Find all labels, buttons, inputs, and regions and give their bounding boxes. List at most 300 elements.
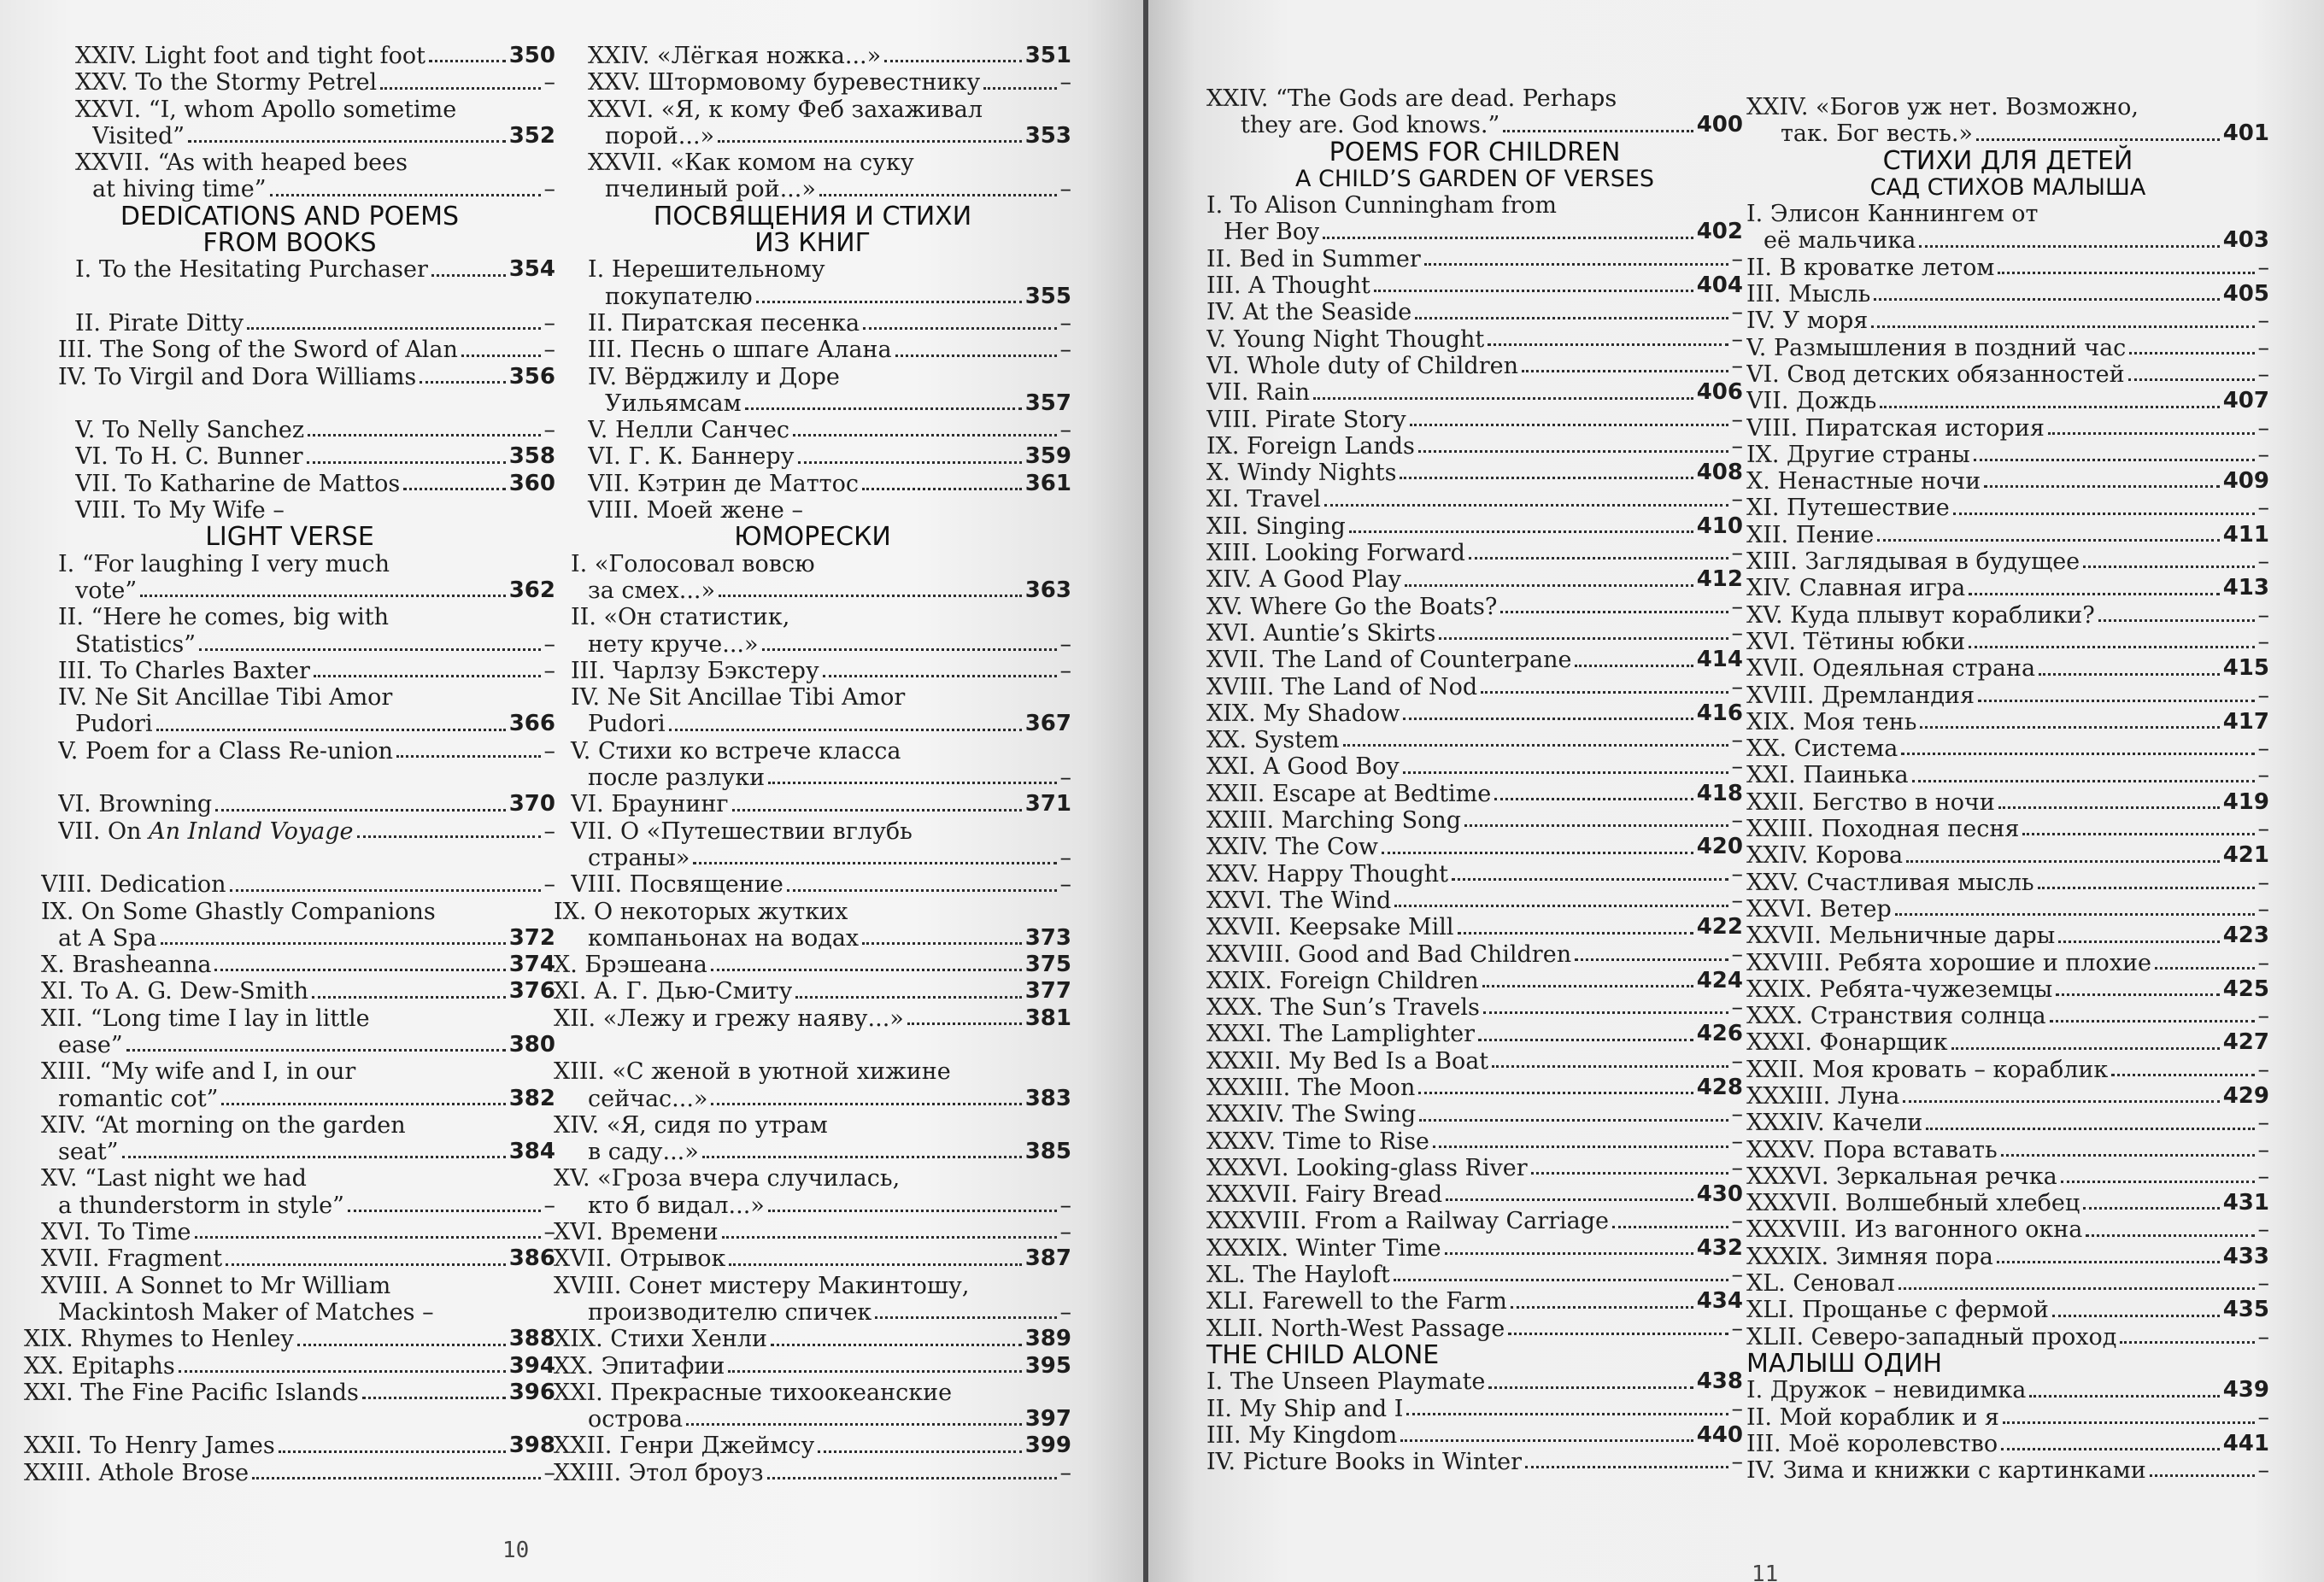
entry-title: XXV. To the Stormy Petrel (75, 69, 378, 97)
dot-leader (1874, 297, 2219, 301)
page-number: 387 (1024, 1245, 1071, 1272)
entry-title: XIX. Моя тень (1746, 708, 1917, 735)
entry-title: XXXIX. Зимняя пора (1746, 1243, 1993, 1270)
dot-leader (270, 193, 541, 196)
page-number: – (543, 817, 555, 845)
entry-title: порой...» (605, 122, 715, 149)
toc-entry (24, 364, 555, 390)
toc-entry (554, 310, 1071, 337)
page-number: 370 (508, 791, 555, 817)
toc-entry (1206, 1155, 1743, 1181)
entry-title: seat” (58, 1139, 119, 1166)
toc-entry (554, 978, 1071, 1005)
entry-title: XVI. Времени (554, 1219, 719, 1246)
dot-leader (884, 59, 1022, 62)
toc-entry (1206, 1449, 1743, 1475)
entry-title: XXI. A Good Boy (1206, 753, 1400, 781)
toc-entry (554, 337, 1071, 363)
entry-title: XX. Эпитафии (554, 1352, 725, 1380)
toc-entry (1206, 727, 1743, 753)
toc-entry (1206, 1128, 1743, 1155)
entry-title: XXVIII. Good and Bad Children (1206, 940, 1572, 968)
entry-title: XL. The Hayloft (1206, 1262, 1390, 1289)
entry-title: покупателю (605, 283, 753, 310)
entry-title: XXVII. Мельничные дары (1746, 923, 2056, 950)
dot-leader (2038, 886, 2255, 889)
page-number: 380 (508, 1031, 555, 1058)
toc-entry (1746, 1377, 2269, 1403)
entry-title: VI. Г. К. Баннеру (588, 443, 795, 471)
dot-leader (1525, 1465, 1728, 1468)
dot-leader (1871, 325, 2254, 328)
entry-title: VI. Свод детских обязанностей (1746, 360, 2125, 388)
page-number: 389 (1024, 1326, 1071, 1352)
page-number: – (2257, 869, 2269, 896)
dot-leader (787, 888, 1057, 892)
dot-leader (718, 139, 1022, 143)
page-number: 413 (2222, 575, 2269, 601)
entry-title: XVIII. The Land of Nod (1206, 673, 1478, 700)
entry-title: XXIV. «Лёгкая ножка...» (588, 43, 882, 69)
entry-title: XLII. Северо-западный проход (1746, 1323, 2117, 1351)
toc-entry (1206, 433, 1743, 460)
entry-title: vote” (75, 577, 138, 604)
toc-entry-line: I. To Alison Cunningham from (1206, 192, 1557, 220)
toc-entry (1206, 1048, 1743, 1075)
dot-leader (314, 674, 541, 677)
entry-title: XXV. Happy Thought (1206, 860, 1448, 888)
page-number: 383 (1024, 1085, 1071, 1111)
page-number: 362 (508, 577, 555, 603)
section-heading: FROM BOOKS (202, 228, 377, 259)
toc-entry-line: VII. О «Путешествии вглубь (571, 817, 913, 845)
page-number: 360 (508, 470, 555, 496)
page-number: – (1059, 844, 1071, 871)
page-number: 356 (508, 363, 555, 390)
toc-entry (24, 791, 555, 817)
dot-leader (2083, 565, 2254, 568)
page-number: 423 (2222, 923, 2269, 949)
toc-entry (24, 1192, 555, 1219)
dot-leader (1343, 743, 1728, 747)
toc-entry-line: XXVI. “I, whom Apollo sometime (75, 96, 457, 123)
dot-leader (1877, 538, 2220, 542)
toc-entry (1206, 674, 1743, 700)
entry-title: XXXVII. Fairy Bread (1206, 1181, 1443, 1209)
toc-entry (24, 1326, 555, 1352)
toc-entry (1746, 1270, 2269, 1297)
dot-leader (1403, 770, 1728, 774)
toc-entry (1206, 834, 1743, 860)
entry-title: Pudori (588, 711, 666, 738)
page-number: 377 (1024, 978, 1071, 1005)
toc-entry (24, 310, 555, 337)
toc-entry (24, 69, 555, 96)
toc-entry-line: IV. Ne Sit Ancillae Tibi Amor (571, 684, 906, 712)
dot-leader (1912, 779, 2255, 782)
toc-entry (24, 256, 555, 283)
dot-leader (215, 808, 506, 812)
entry-title: XXII. Генри Джеймсу (554, 1433, 815, 1460)
page-number: 371 (1024, 791, 1071, 817)
page-number: – (1059, 871, 1071, 899)
dot-leader (1483, 1011, 1728, 1014)
dot-leader (862, 941, 1022, 945)
toc-entry (24, 1353, 555, 1380)
toc-entry (24, 1380, 555, 1406)
toc-entry (1746, 709, 2269, 735)
entry-title: VII. On An Inland Voyage (58, 817, 354, 845)
entry-title: VII. Кэтрин де Маттос (588, 470, 859, 497)
entry-title: XVII. Fragment (41, 1245, 223, 1273)
dot-leader (818, 1450, 1021, 1453)
toc-entry-line: VIII. Моей жене – (588, 497, 803, 524)
dot-leader (308, 433, 540, 437)
dot-leader (1445, 1251, 1693, 1255)
toc-entry-line: I. Элисон Каннингем от (1746, 201, 2039, 228)
page-number: – (1059, 1298, 1071, 1326)
toc-entry (554, 1192, 1071, 1219)
page-number: 395 (1024, 1352, 1071, 1379)
dot-leader (1481, 690, 1728, 694)
toc-entry (1206, 888, 1743, 914)
page-number: – (543, 657, 555, 684)
dot-leader (1324, 503, 1728, 507)
page-number: 425 (2222, 976, 2269, 1002)
dot-leader (875, 1315, 1056, 1319)
page-number: 410 (1696, 513, 1743, 539)
page-number: – (1059, 309, 1071, 337)
entry-title: XIV. Славная игра (1746, 575, 1966, 602)
entry-title: I. The Unseen Playmate (1206, 1368, 1486, 1396)
toc-entry (554, 1245, 1071, 1272)
entry-title: a thunderstorm in style” (58, 1192, 344, 1219)
page-number: 382 (508, 1085, 555, 1111)
page-number: 429 (2222, 1082, 2269, 1109)
entry-title: at A Spa (58, 924, 157, 952)
entry-title: XXIX. Ребята-чужеземцы (1746, 976, 2053, 1003)
toc-entry (24, 577, 555, 604)
toc-entry (1746, 1029, 2269, 1056)
page-number: – (2257, 254, 2269, 281)
dot-leader (711, 1102, 1021, 1105)
entry-title: II. Pirate Ditty (75, 309, 244, 337)
toc-entry (1746, 655, 2269, 682)
toc-entry-line: V. Стихи ко встрече класса (571, 737, 901, 765)
page-number: 418 (1696, 780, 1743, 806)
entry-title: производителю спичек (588, 1298, 872, 1326)
page-number: – (2257, 1323, 2269, 1351)
toc-entry (1206, 379, 1743, 406)
page-number: – (1059, 176, 1071, 203)
page-number: – (1731, 753, 1743, 781)
dot-leader (226, 1263, 506, 1266)
dot-leader (2056, 993, 2220, 996)
dot-leader (140, 594, 506, 597)
toc-entry (554, 925, 1071, 952)
toc-entry (554, 123, 1071, 149)
page-number: – (1059, 69, 1071, 97)
dot-leader (1394, 904, 1728, 907)
page-number: 354 (508, 256, 555, 283)
entry-title: XIX. Rhymes to Henley (24, 1326, 294, 1353)
page-number: – (1059, 1219, 1071, 1246)
dot-leader (2050, 1019, 2255, 1022)
dot-leader (2155, 966, 2254, 970)
dot-leader (907, 1022, 1022, 1025)
dot-leader (199, 647, 540, 651)
entry-title: II. В кроватке летом (1746, 254, 1995, 281)
entry-title: II. Пиратская песенка (588, 309, 860, 337)
dot-leader (357, 835, 541, 838)
dot-leader (297, 1343, 506, 1346)
entry-title: XIII. Looking Forward (1206, 540, 1465, 567)
toc-column-english-right (1206, 85, 1743, 1475)
dot-leader (1478, 1038, 1693, 1041)
entry-title: XI. А. Г. Дью-Смиту (554, 978, 793, 1005)
page-number: 408 (1696, 460, 1743, 486)
dot-leader (2058, 940, 2219, 943)
entry-title: после разлуки (588, 765, 766, 792)
toc-entry (1746, 281, 2269, 308)
entry-title: V. Poem for a Class Re-union (58, 737, 394, 765)
entry-title: at hiving time” (92, 176, 267, 203)
dot-leader (1415, 316, 1728, 319)
dot-leader (762, 647, 1057, 651)
dot-leader (1508, 1332, 1728, 1335)
entry-title: XXVII. Keepsake Mill (1206, 914, 1454, 941)
page-number: 375 (1024, 952, 1071, 978)
toc-entry (554, 711, 1071, 737)
dot-leader (795, 995, 1021, 999)
toc-entry-line: XV. «Гроза вчера случилась, (554, 1165, 901, 1192)
entry-title: её мальчика (1764, 227, 1916, 255)
entry-title: V. Нелли Санчес (588, 417, 790, 444)
toc-entry-line: XXIV. “The Gods are dead. Perhaps (1206, 85, 1617, 112)
page-number: 421 (2222, 842, 2269, 869)
dot-leader (1926, 1127, 2254, 1130)
toc-entry-line: XVIII. A Sonnet to Mr William (41, 1272, 391, 1299)
toc-entry-line: XXVII. “As with heaped bees (75, 149, 408, 177)
page-number: – (1731, 593, 1743, 620)
section-heading: ИЗ КНИГ (754, 228, 871, 259)
page-number: 435 (2222, 1297, 2269, 1323)
entry-title: VI. Browning (58, 791, 213, 818)
page-number: 359 (1024, 443, 1071, 470)
page-number: – (2257, 1110, 2269, 1137)
page-number: 374 (508, 952, 555, 978)
toc-entry-line: II. «Он статистик, (571, 604, 790, 631)
entry-title: IX. Другие страны (1746, 441, 1970, 468)
page-number: – (1731, 1208, 1743, 1235)
toc-entry (554, 1433, 1071, 1459)
entry-title: XXIV. The Cow (1206, 834, 1379, 861)
dot-leader (1400, 1438, 1693, 1442)
entry-title: XX. Epitaphs (24, 1352, 175, 1380)
toc-entry (554, 871, 1071, 898)
toc-entry (1746, 335, 2269, 361)
page-number: – (543, 309, 555, 337)
toc-entry (1746, 1244, 2269, 1270)
toc-entry (1206, 647, 1743, 673)
page-number: 438 (1696, 1368, 1743, 1395)
toc-entry (1206, 753, 1743, 780)
toc-entry (1206, 620, 1743, 647)
page-number: – (1731, 299, 1743, 326)
toc-entry (1206, 807, 1743, 834)
page-number: 420 (1696, 834, 1743, 860)
entry-title: XIX. Стихи Хенли (554, 1326, 768, 1353)
page-number: 400 (1696, 112, 1743, 138)
entry-title: XV. Where Go the Boats? (1206, 593, 1498, 620)
toc-entry (1746, 1216, 2269, 1243)
section-heading: A CHILD’S GARDEN OF VERSES (1294, 165, 1655, 192)
dot-leader (2083, 1206, 2219, 1210)
section-heading: МАЛЫШ ОДИН (1746, 1348, 1943, 1379)
spacer (24, 390, 555, 417)
page-number: 412 (1696, 566, 1743, 593)
dot-leader (1969, 645, 2254, 648)
entry-title: XXXIII. The Moon (1206, 1074, 1416, 1101)
entry-title: Pudori (75, 711, 153, 738)
entry-title: XXXVII. Волшебный хлебец (1746, 1190, 2080, 1217)
dot-leader (1500, 610, 1728, 613)
toc-entry-line: Mackintosh Maker of Matches – (58, 1298, 434, 1326)
dot-leader (1482, 984, 1693, 987)
dot-leader (1488, 343, 1728, 346)
dot-leader (461, 354, 541, 357)
toc-entry (554, 791, 1071, 817)
entry-title: XIII. Заглядывая в будущее (1746, 548, 2080, 576)
dot-leader (1575, 664, 1693, 667)
dot-leader (2048, 431, 2255, 435)
toc-entry (1746, 468, 2269, 495)
page-number: – (2257, 1403, 2269, 1431)
toc-entry (1746, 602, 2269, 629)
dot-leader (1997, 1260, 2220, 1263)
page-number: 441 (2222, 1430, 2269, 1456)
toc-entry-line: XIV. «Я, сидя по утрам (554, 1111, 828, 1139)
page-number: – (1059, 1459, 1071, 1486)
entry-title: XI. To A. G. Dew-Smith (41, 978, 309, 1005)
entry-title: XII. Singing (1206, 513, 1346, 540)
dot-leader (1419, 1118, 1728, 1122)
page-number: 439 (2222, 1377, 2269, 1403)
toc-entry (24, 658, 555, 684)
entry-title: нету круче...» (588, 630, 759, 658)
toc-entry (1206, 246, 1743, 272)
dot-leader (729, 1263, 1021, 1266)
dot-leader (362, 1396, 506, 1399)
dot-leader (2061, 1180, 2255, 1183)
entry-title: III. Чарлзу Бэкстеру (571, 657, 819, 684)
page-number: – (1731, 887, 1743, 914)
dot-leader (1978, 699, 2255, 702)
page-number: – (1731, 486, 1743, 513)
entry-title: XXXIV. The Swing (1206, 1101, 1417, 1128)
page-number: 415 (2222, 655, 2269, 682)
page-number: – (1059, 657, 1071, 684)
entry-title: так. Бог весть.» (1781, 120, 1973, 148)
entry-title: III. To Charles Baxter (58, 657, 310, 684)
toc-entry (1206, 994, 1743, 1021)
entry-title: XVII. The Land of Counterpane (1206, 647, 1572, 674)
page-number: 396 (508, 1379, 555, 1405)
toc-entry (1206, 1422, 1743, 1449)
toc-entry (1746, 308, 2269, 334)
dot-leader (1452, 877, 1728, 881)
page-number: 427 (2222, 1029, 2269, 1056)
page-number: 398 (508, 1433, 555, 1459)
toc-entry (24, 1433, 555, 1459)
page-number: – (1731, 940, 1743, 968)
toc-entry (1746, 1163, 2269, 1190)
spacer (554, 1032, 1071, 1058)
entry-title: XXXI. Фонарщик (1746, 1029, 1948, 1057)
entry-title: XI. Travel (1206, 486, 1321, 513)
dot-leader (396, 754, 540, 758)
page-number: 367 (1024, 711, 1071, 737)
entry-title: X. Ненастные ночи (1746, 468, 1981, 495)
section-heading: LIGHT VERSE (205, 522, 374, 553)
entry-title: XIX. My Shadow (1206, 700, 1400, 727)
dot-leader (1575, 958, 1728, 961)
page-number: – (2257, 682, 2269, 709)
toc-entry-line: I. «Голосовал вовсю (571, 550, 815, 577)
toc-entry-line: II. “Here he comes, big with (58, 604, 389, 631)
page-number: 373 (1024, 924, 1071, 951)
dot-leader (1503, 129, 1693, 132)
page-number: – (2257, 548, 2269, 576)
entry-title: пчелиный рой...» (605, 176, 816, 203)
page-number: 366 (508, 711, 555, 737)
toc-entry (1746, 1404, 2269, 1431)
entry-title: I. Дружок – невидимка (1746, 1377, 2027, 1404)
page-number: 401 (2222, 120, 2269, 147)
page-number: 361 (1024, 470, 1071, 496)
entry-title: II. Bed in Summer (1206, 245, 1421, 272)
page-number: – (1731, 1154, 1743, 1181)
entry-title: V. Young Night Thought (1206, 325, 1485, 353)
section-heading: СТИХИ ДЛЯ ДЕТЕЙ (1882, 145, 2133, 176)
toc-entry (1206, 1368, 1743, 1395)
entry-title: Statistics” (75, 630, 197, 658)
page-number: 397 (1024, 1406, 1071, 1433)
toc-entry (24, 925, 555, 952)
dot-leader (1906, 859, 2220, 863)
entry-title: XXI. Паинька (1746, 762, 1909, 789)
page-number: 411 (2222, 521, 2269, 548)
dot-leader (1349, 530, 1693, 533)
toc-entry (1206, 700, 1743, 727)
entry-title: XXXIII. Луна (1746, 1082, 1900, 1110)
toc-entry-line: XVIII. Сонет мистеру Макинтошу, (554, 1272, 970, 1299)
dot-leader (156, 728, 506, 731)
toc-entry (1746, 629, 2269, 655)
page-number: 384 (508, 1139, 555, 1165)
dot-leader (722, 1235, 1057, 1239)
dot-leader (420, 380, 505, 384)
toc-entry (1746, 1190, 2269, 1216)
toc-entry (1206, 326, 1743, 353)
entry-title: XVI. Тётины юбки (1746, 628, 1966, 655)
dot-leader (2111, 1073, 2254, 1076)
toc-entry-line: IX. On Some Ghastly Companions (41, 898, 436, 925)
dot-leader (711, 968, 1022, 971)
toc-entry-line: I. Нерешительному (588, 256, 825, 284)
dot-leader (1406, 1412, 1728, 1415)
page-number: – (543, 417, 555, 444)
